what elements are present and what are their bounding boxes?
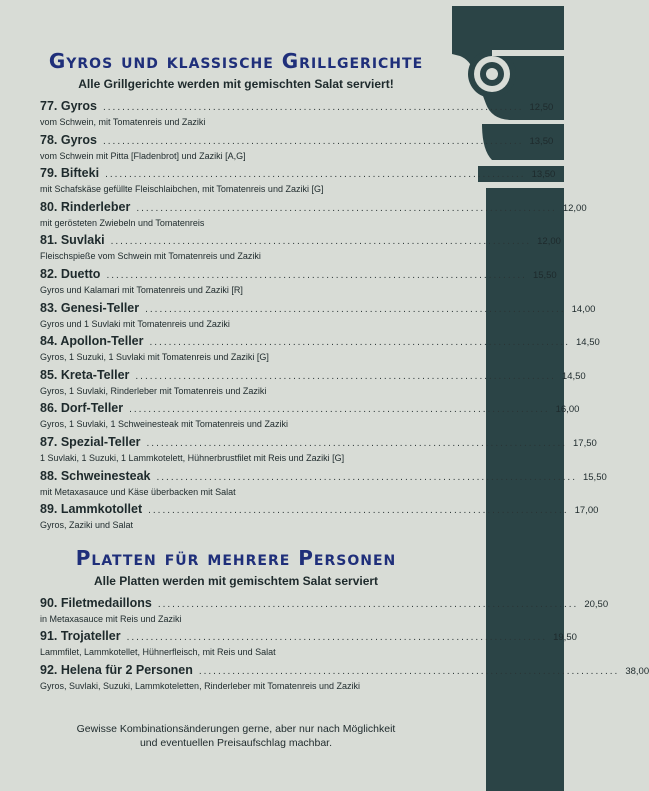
menu-item xyxy=(40,132,554,166)
footnote-line: Gewisse Kombinationsänderungen gerne, aber nur nach Möglichkeit xyxy=(76,723,396,735)
menu-item xyxy=(40,98,554,132)
footnote xyxy=(40,722,432,750)
item-price: 13,50 xyxy=(531,169,556,181)
item-description: mit Metaxasauce und Käse überbacken mit Salat xyxy=(40,486,236,497)
menu-item xyxy=(40,266,557,300)
menu-item xyxy=(40,501,599,535)
item-price: 17,50 xyxy=(573,437,597,449)
item-description: mit Schafskäse gefüllte Fleischlaibchen, mit Tomatenreis und Zaziki [G] xyxy=(40,184,324,195)
item-price: 38,00 xyxy=(625,665,649,677)
menu-item xyxy=(40,165,556,199)
dot-leader: ........................................................................................ xyxy=(149,337,570,349)
item-name: 92. Helena für 2 Personen xyxy=(40,662,193,677)
item-description: Gyros und 1 Suvlaki mit Tomatenreis und Zaziki xyxy=(40,318,230,329)
dot-leader: ........................................................................................ xyxy=(106,269,527,281)
menu-item xyxy=(40,333,600,367)
item-description: vom Schwein, mit Tomatenreis und Zaziki xyxy=(40,117,206,127)
dot-leader: ........................................................................................ xyxy=(157,598,579,610)
item-price: 16,00 xyxy=(555,404,580,416)
section-title: Gyros und klassische Grillgerichte xyxy=(48,49,424,73)
menu-item xyxy=(40,662,649,696)
item-name: 77. Gyros xyxy=(40,99,97,113)
item-price: 14,00 xyxy=(571,303,596,315)
dot-leader: ........................................................................................ xyxy=(126,632,548,644)
menu-content xyxy=(40,40,649,696)
item-description: Lammfilet, Lammkotellet, Hühnerfleisch, mit Reis und Salat xyxy=(40,647,276,658)
section-title: Platten für mehrere Personen xyxy=(75,545,397,570)
item-price: 13,50 xyxy=(529,135,554,147)
item-price: 15,50 xyxy=(532,269,557,281)
item-description: Gyros, Zaziki und Salat xyxy=(40,520,134,531)
menu-item xyxy=(40,595,609,629)
item-name: 85. Kreta-Teller xyxy=(40,367,130,382)
dot-leader: ........................................................................................ xyxy=(135,370,556,382)
item-name: 86. Dorf-Teller xyxy=(40,401,124,416)
item-description: Fleischspieße vom Schwein mit Tomatenreis und Zaziki xyxy=(40,251,261,262)
item-price: 17,00 xyxy=(574,505,599,517)
menu-item xyxy=(40,628,577,662)
dot-leader: ........................................................................................ xyxy=(146,437,568,449)
item-name: 91. Trojateller xyxy=(40,629,121,644)
item-name: 82. Duetto xyxy=(40,266,101,281)
menu-item xyxy=(40,199,587,233)
item-name: 78. Gyros xyxy=(40,132,97,147)
item-price: 12,00 xyxy=(562,202,587,214)
menu-item xyxy=(40,367,586,401)
menu-item xyxy=(40,468,607,502)
item-name: 84. Apollon-Teller xyxy=(40,334,144,349)
item-name: 81. Suvlaki xyxy=(40,233,105,248)
item-description: Gyros, 1 Suzuki, 1 Suvlaki mit Tomatenreis und Zaziki [G] xyxy=(40,352,269,363)
section-grill xyxy=(40,48,607,535)
menu-item xyxy=(40,434,597,468)
dot-leader: ........................................................................................ xyxy=(156,471,577,483)
item-price: 19,50 xyxy=(553,632,577,644)
dot-leader: ........................................................................................ xyxy=(102,102,524,113)
item-price: 12,50 xyxy=(529,102,554,113)
dot-leader: ........................................................................................ xyxy=(105,169,526,181)
item-name: 90. Filetmedaillons xyxy=(40,595,152,610)
item-price: 14,50 xyxy=(561,370,586,382)
item-price: 20,50 xyxy=(584,598,609,610)
item-name: 87. Spezial-Teller xyxy=(40,434,141,449)
menu-item xyxy=(40,300,596,334)
item-description: mit gerösteten Zwiebeln und Tomatenreis xyxy=(40,217,205,228)
dot-leader: ........................................................................................ xyxy=(136,202,557,214)
item-description: Gyros, 1 Suvlaki, 1 Schweinesteak mit Tomatenreis und Zaziki xyxy=(40,419,288,430)
item-name: 89. Lammkotollet xyxy=(40,502,143,517)
dot-leader: ........................................................................................ xyxy=(102,135,524,147)
menu-item xyxy=(40,232,561,266)
item-description: in Metaxasauce mit Reis und Zaziki xyxy=(40,613,182,624)
footnote-line: und eventuellen Preisaufschlag machbar. xyxy=(139,737,333,749)
dot-leader: ........................................................................................ xyxy=(145,303,566,315)
dot-leader: ........................................................................................ xyxy=(198,665,620,677)
section-subtitle: Alle Grillgerichte werden mit gemischten Salat serviert! xyxy=(78,77,394,91)
item-description: 1 Suvlaki, 1 Suzuki, 1 Lammkotelett, Hühnerbrustfilet mit Reis und Zaziki [G] xyxy=(40,452,345,463)
item-name: 79. Bifteki xyxy=(40,166,100,181)
dot-leader: ........................................................................................ xyxy=(148,505,569,517)
item-description: Gyros und Kalamari mit Tomatenreis und Zaziki [R] xyxy=(40,284,243,295)
section-platters xyxy=(40,545,649,696)
item-name: 83. Genesi-Teller xyxy=(40,300,140,315)
item-description: Gyros, Suvlaki, Suzuki, Lammkoteletten, Rinderleber mit Tomatenreis und Zaziki xyxy=(40,680,360,691)
item-price: 14,50 xyxy=(576,337,600,349)
item-name: 80. Rinderleber xyxy=(40,199,131,214)
dot-leader: ........................................................................................ xyxy=(129,404,550,416)
dot-leader: ........................................................................................ xyxy=(110,236,532,248)
item-name: 88. Schweinesteak xyxy=(40,468,151,483)
item-description: Gyros, 1 Suvlaki, Rinderleber mit Tomatenreis und Zaziki xyxy=(40,385,267,396)
section-subtitle: Alle Platten werden mit gemischtem Salat serviert xyxy=(93,573,379,588)
item-price: 15,50 xyxy=(582,471,607,483)
menu-item xyxy=(40,400,580,434)
item-price: 12,00 xyxy=(537,236,561,248)
item-description: vom Schwein mit Pitta [Fladenbrot] und Zaziki [A,G] xyxy=(40,150,246,161)
